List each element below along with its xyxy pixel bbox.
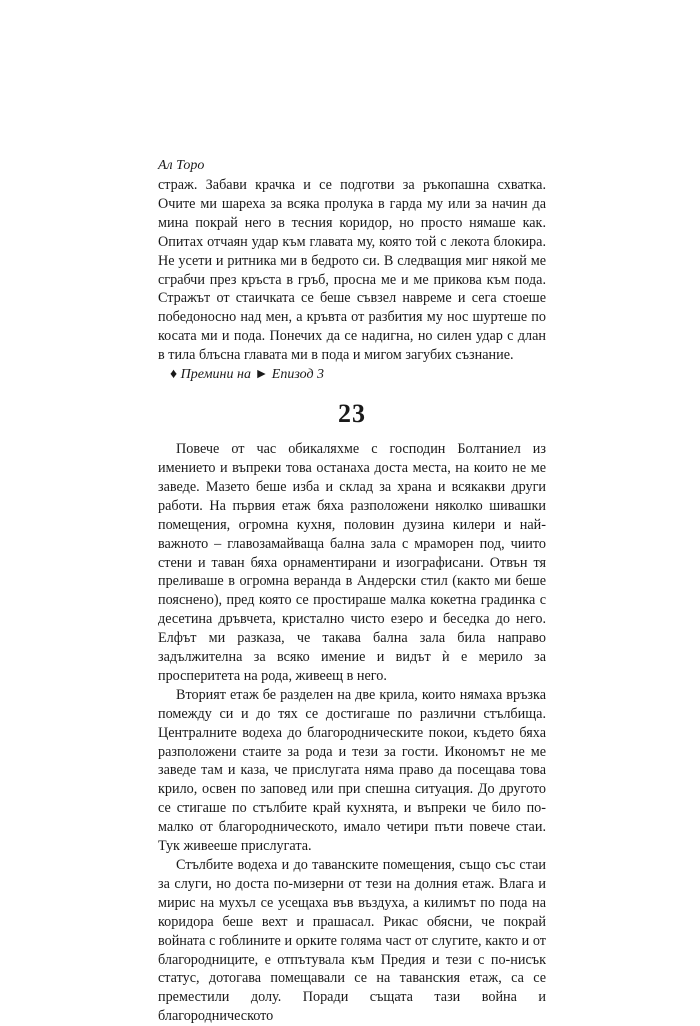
chapter-paragraph-2: Вторият етаж бе разделен на две крила, които нямаха връзка помежду си и до тях се достигаше по различни стълбища. Централните водеха до благородническите покои, където бяха разположени стаите за рода и тези за гости. Икономът не ме заведе там и каза, че прислугата няма право да посещава това крило, освен по заповед или при спешна ситуация. До другото се стигаше по стълбите край кухнята, и въпреки че било по-малко от благородническото, имало четири пъти повече стаи. Тук живееше прислугата. [158, 686, 546, 855]
choice-link[interactable]: ♦ Премини на ► Епизод 3 [170, 367, 325, 383]
book-page [158, 156, 546, 1026]
running-header: Ал Торо [158, 158, 205, 173]
chapter-number: 23 [338, 399, 366, 429]
chapter-paragraph-1: Повече от час обикаляхме с господин Болтаниел из имението и въпреки това останаха доста места, на които не ме заведе. Мазето беше изба и склад за храна и всякакви други работи. На първия етаж бяха разположени няколко шивашки помещения, огромна кухня, половин дузина килери и най-важното – главозамайваща бална зала с мраморен под, чиито стени и таван бяха орнаментирани и изографисани. Отвън тя преливаше в огромна веранда в Андерски стил (както ми беше пояснено), пред която се простираше малка кокетна градинка с десетина дръвчета, кристално чисто езеро и беседка до него. Елфът ми разказа, че такава бална зала била направо задължителна за всяко имение и видът ѝ е мерило за просперитета на рода, живеещ в него. [158, 441, 546, 684]
chapter-paragraph-3: Стълбите водеха и до таванските помещения, също със стаи за слуги, но доста по-мизерни от тези на долния етаж. Влага и мирис на мухъл се усещаха във въздуха, а килимът по пода на коридора беше вехт и прашасал. Рикас обясни, че покрай войната с гоблините и орките голяма част от слугите, както и от благородниците, е отпътувала към Предия и тези с по-нисък статус, дотогава помещавали се на таванския етаж, са се преместили долу. Поради същата тази война и благородническото [158, 857, 546, 1025]
section-end-paragraph: страж. Забави крачка и се подготви за ръкопашна схватка. Очите ми шареха за всяка пролука в гарда му или за начин да мина покрай него в тесния коридор, но просто нямаше как. Опитах отчаян удар към главата му, която той с лекота блокира. Не усети и ритника ми в бедрото си. В следващия миг някой ме сграбчи през кръста в гръб, просна ме и ме прикова към пода. Стражът от стаичката се беше съвзел навреме и сега стоеше победоносно над мен, а кръвта от разбития му нос шуртеше по косата ми и пода. Понечих да се надигна, но силен удар с длан в тила блъсна главата ми в пода и мигом загубих съзнание. [158, 177, 546, 364]
